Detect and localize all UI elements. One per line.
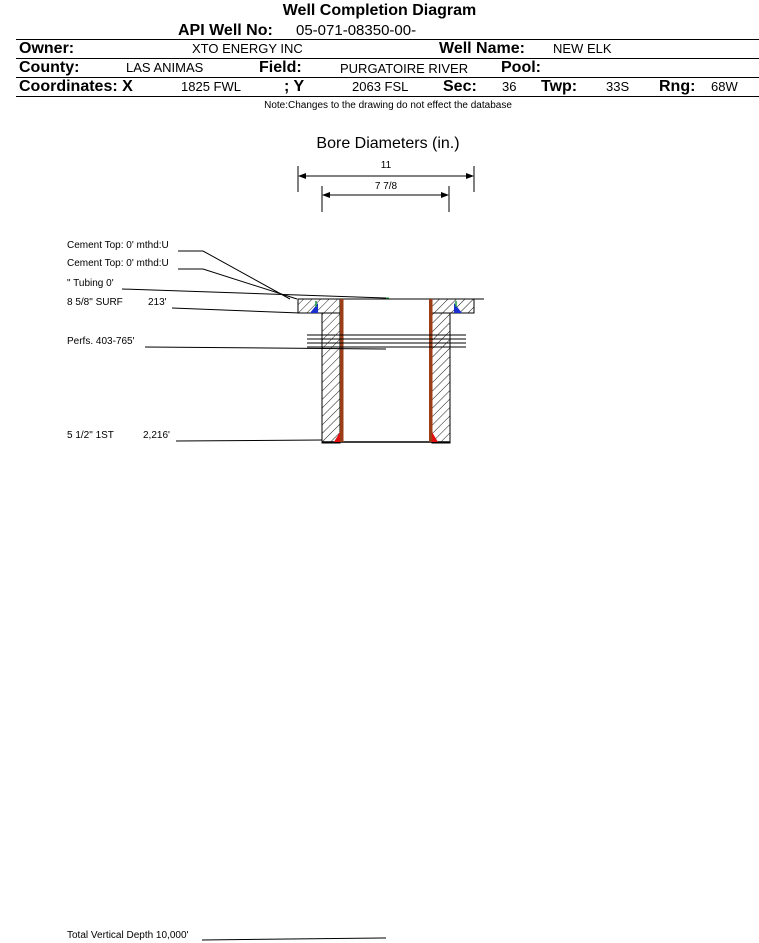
- rng-label: Rng:: [659, 78, 696, 95]
- well-name-label: Well Name:: [439, 40, 525, 57]
- rng-value: 68W: [711, 79, 738, 94]
- leader-lines: [122, 251, 386, 940]
- coord-x-label: Coordinates: X: [19, 78, 133, 95]
- perfs-label: Perfs. 403-765': [67, 336, 135, 347]
- inner-diameter-value: 7 7/8: [374, 181, 398, 192]
- surf-casing-label: 8 5/8" SURF: [67, 297, 123, 308]
- bore-title: Bore Diameters (in.): [316, 135, 460, 152]
- arrow-left-icon: [322, 192, 330, 198]
- twp-value: 33S: [606, 79, 630, 94]
- owner-value: XTO ENERGY INC: [192, 41, 303, 56]
- cement-top-label-2: Cement Top: 0' mthd:U: [67, 258, 169, 269]
- arrow-right-icon: [441, 192, 449, 198]
- prod-casing-label: 5 1/2" 1ST: [67, 430, 114, 441]
- county-value: LAS ANIMAS: [126, 60, 204, 75]
- arrow-left-icon: [298, 173, 306, 179]
- note-text: Note:Changes to the drawing do not effect the database: [264, 100, 512, 111]
- coord-x-value: 1825 FWL: [181, 79, 241, 94]
- api-value: 05-071-08350-00-: [296, 22, 417, 39]
- county-label: County:: [19, 59, 80, 76]
- twp-label: Twp:: [541, 78, 578, 95]
- field-label: Field:: [259, 59, 302, 76]
- coord-y-label: ; Y: [284, 78, 305, 95]
- arrow-right-icon: [466, 173, 474, 179]
- pool-label: Pool:: [501, 59, 541, 76]
- production-casing: [340, 299, 433, 442]
- prod-casing-depth: 2,216': [143, 430, 170, 441]
- api-label: API Well No:: [178, 22, 273, 39]
- cement-top-label-1: Cement Top: 0' mthd:U: [67, 240, 169, 251]
- sec-label: Sec:: [443, 78, 477, 95]
- tubing-label: " Tubing 0': [67, 278, 114, 289]
- coord-y-value: 2063 FSL: [352, 79, 409, 94]
- sec-value: 36: [502, 79, 517, 94]
- well-name-value: NEW ELK: [553, 41, 612, 56]
- field-value: PURGATOIRE RIVER: [340, 61, 469, 76]
- tvd-label: Total Vertical Depth 10,000': [67, 930, 189, 941]
- surf-casing-depth: 213': [148, 297, 167, 308]
- owner-label: Owner:: [19, 40, 75, 57]
- diagram-title: Well Completion Diagram: [282, 2, 477, 19]
- outer-diameter-value: 11: [380, 160, 392, 171]
